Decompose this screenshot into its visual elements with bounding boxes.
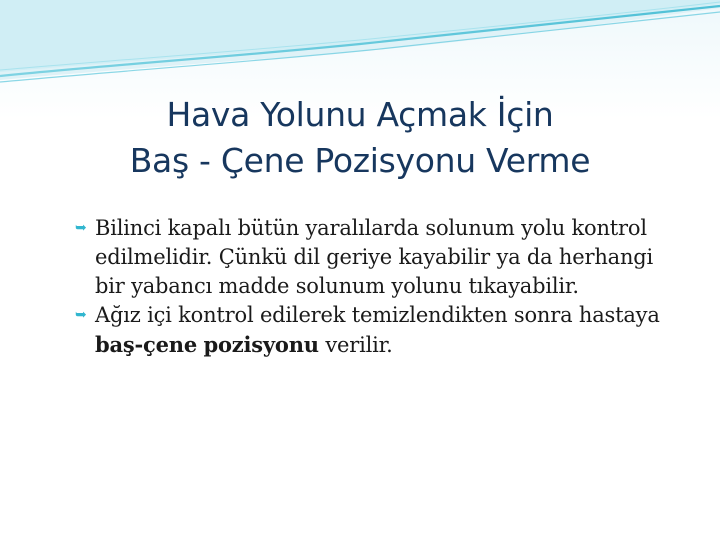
wave-header-decoration (0, 0, 720, 90)
bold-term-pozisyonu: pozisyonu (203, 332, 319, 357)
bullet-item (75, 301, 665, 360)
bullet-text-end: verilir. (318, 333, 393, 357)
title-line-1: Hava Yolunu Açmak İçin (166, 95, 554, 135)
arrow-bullet-icon: ➥ (75, 307, 87, 323)
bullet-item (75, 214, 665, 301)
title-line-2: Baş - Çene Pozisyonu Verme (129, 141, 591, 181)
page-title (60, 92, 660, 184)
bullet-list (75, 214, 665, 360)
bullet-text: Ağız içi kontrol edilerek temizlendikten sonra hastaya (95, 303, 660, 327)
arrow-bullet-icon: ➥ (75, 220, 87, 236)
bullet-text: Bilinci kapalı bütün yaralılarda solunum yolu kontrol edilmelidir. Çünkü dil geriye kayabilir ya da herhangi bir yabancı madde solunum yolunu tıkayabilir. (95, 216, 654, 298)
bold-term-bas-cene: baş-çene (95, 332, 198, 357)
